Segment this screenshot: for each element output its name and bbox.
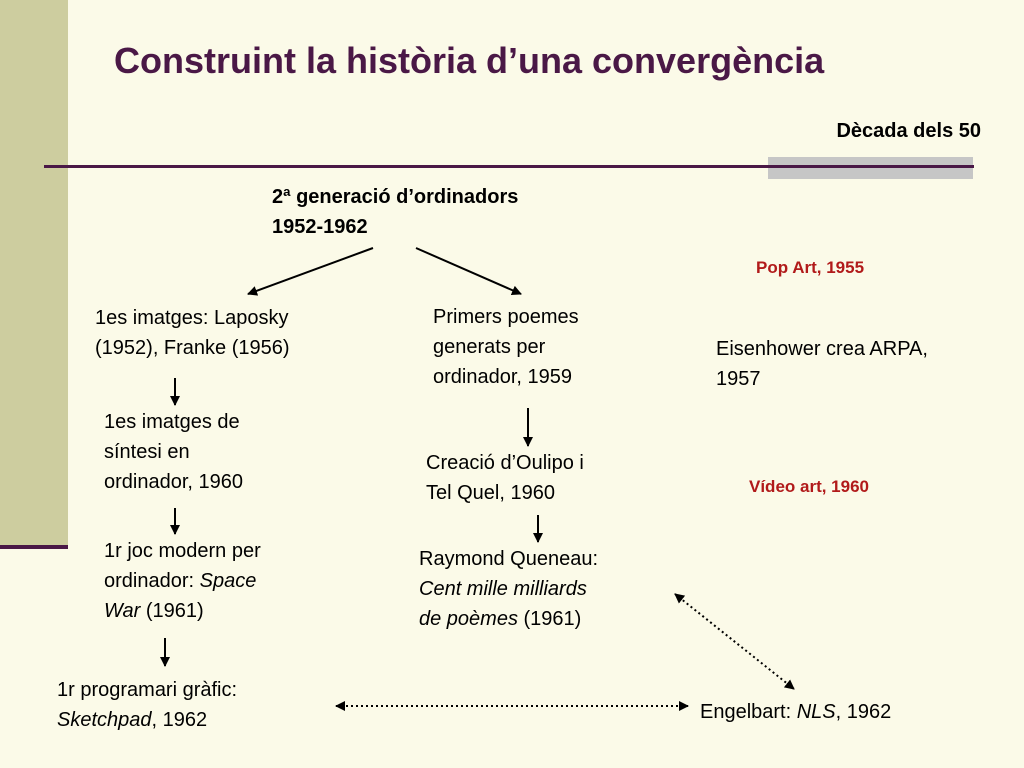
software-title-italic: Sketchpad — [57, 709, 152, 731]
node-text: , 1962 — [835, 701, 892, 723]
page-title: Construint la història d’una convergència — [114, 40, 825, 81]
node-line: Tel Quel, 1960 — [426, 482, 555, 504]
node-line: 1es imatges de — [104, 411, 240, 433]
arrow-root-to-first-images — [248, 248, 373, 294]
arrow-root-to-first-poems — [416, 248, 521, 294]
node-line: Primers poemes — [433, 306, 579, 328]
book-title-italic: de poèmes — [419, 608, 518, 630]
node-line: (1952), Franke (1956) — [95, 337, 290, 359]
decade-label: Dècada dels 50 — [836, 120, 981, 142]
node-text: (1961) — [140, 600, 204, 622]
node-line: generats per — [433, 336, 546, 358]
node-line: Creació d’Oulipo i — [426, 452, 584, 474]
node-text: , 1962 — [151, 709, 208, 731]
node-line: 1957 — [716, 368, 761, 390]
node-line: 1es imatges: Laposky — [95, 307, 289, 329]
node-text: Engelbart: — [700, 701, 797, 723]
book-title-italic: Cent mille milliards — [419, 578, 587, 600]
node-text: (1961) — [517, 608, 582, 630]
node-text: ordinador: — [104, 570, 200, 592]
node-video-art: Vídeo art, 1960 — [749, 477, 870, 496]
node-line: 1r programari gràfic: — [57, 679, 238, 701]
node-line: 1r joc modern per — [104, 540, 261, 562]
system-title-italic: NLS — [796, 701, 836, 723]
dotted-link-queneau-engelbart — [675, 594, 794, 689]
game-title-italic: Space — [199, 570, 257, 592]
node-line: 1952-1962 — [272, 216, 368, 238]
node-line: 2ª generació d’ordinadors — [272, 186, 519, 208]
node-line: síntesi en — [104, 441, 190, 463]
node-line: Raymond Queneau: — [419, 548, 599, 570]
node-pop-art: Pop Art, 1955 — [756, 258, 865, 277]
node-line: ordinador, 1960 — [104, 471, 244, 493]
node-line: ordinador, 1959 — [433, 366, 573, 388]
node-line: Eisenhower crea ARPA, — [716, 338, 928, 360]
game-title-italic: War — [104, 600, 141, 622]
